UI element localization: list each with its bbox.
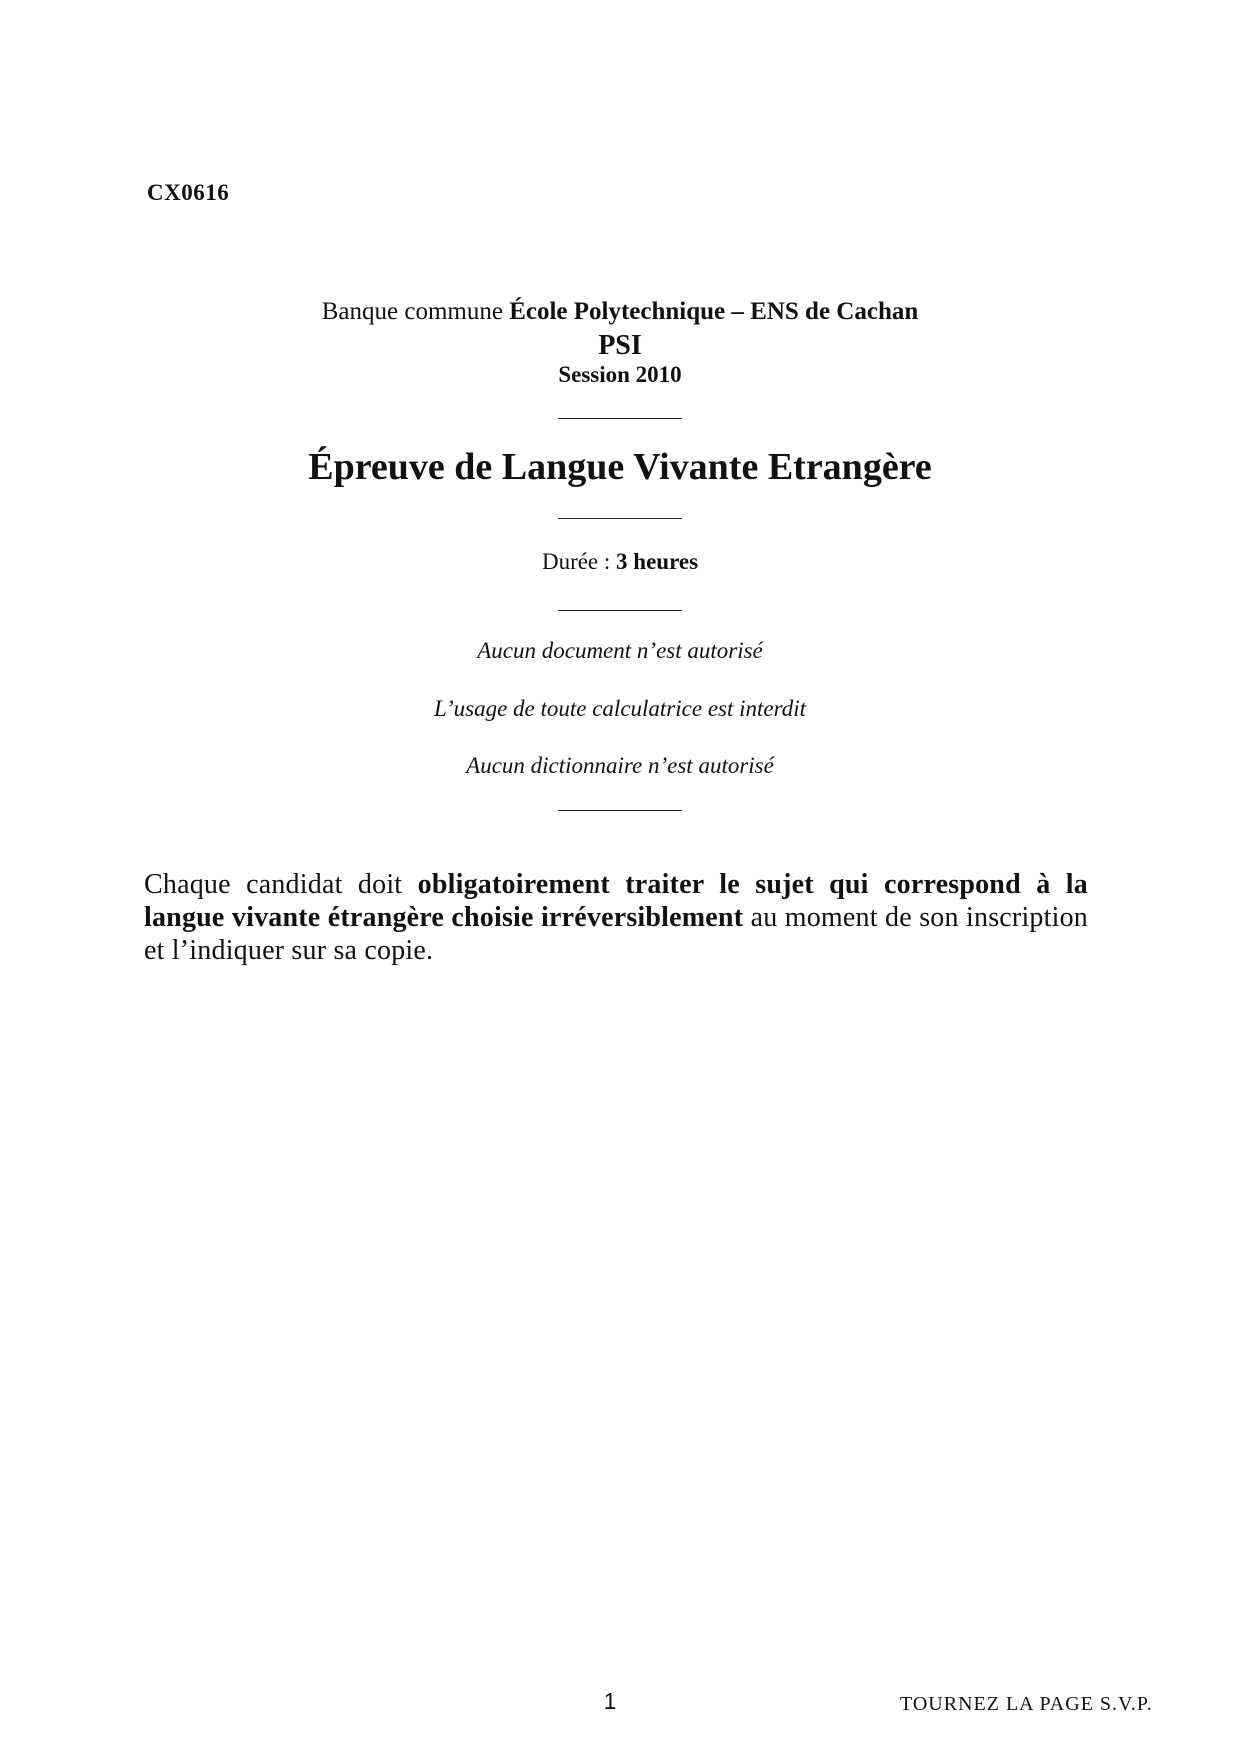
separator-rule: [558, 418, 682, 419]
exam-bank-line: [0, 298, 1240, 326]
exam-bank-prefix: Banque commune: [321, 298, 510, 325]
turn-page-note: TOURNEZ LA PAGE S.V.P.: [900, 1693, 1153, 1715]
rule-no-calculator: L’usage de toute calculatrice est interdit: [434, 696, 806, 721]
candidate-instructions: [144, 868, 1088, 967]
rule-no-dictionary: Aucun dictionnaire n’est autorisé: [466, 753, 774, 778]
exam-title: Épreuve de Langue Vivante Etrangère: [308, 446, 932, 488]
exam-session: Session 2010: [558, 362, 682, 387]
exam-duration: [0, 549, 1240, 575]
instructions-part-1: Chaque candidat doit: [144, 869, 418, 900]
exam-bank-schools: École Polytechnique – ENS de Cachan: [509, 298, 919, 325]
page-number: 1: [603, 1688, 617, 1714]
rule-no-documents: Aucun document n’est autorisé: [477, 638, 763, 663]
instructions-part-2: obligatoirement traiter le sujet qui correspond à la langue vivante étrangère choisie irréversiblement: [144, 869, 1088, 933]
exam-code: CX0616: [147, 180, 230, 205]
instructions-part-3: au moment de son inscription et l’indiquer sur sa copie.: [144, 902, 1088, 966]
separator-rule: [558, 518, 682, 519]
separator-rule: [558, 610, 682, 611]
duration-value: 3 heures: [616, 549, 699, 574]
duration-label: Durée :: [541, 549, 617, 574]
separator-rule: [558, 810, 682, 811]
exam-filiere: PSI: [598, 330, 642, 361]
